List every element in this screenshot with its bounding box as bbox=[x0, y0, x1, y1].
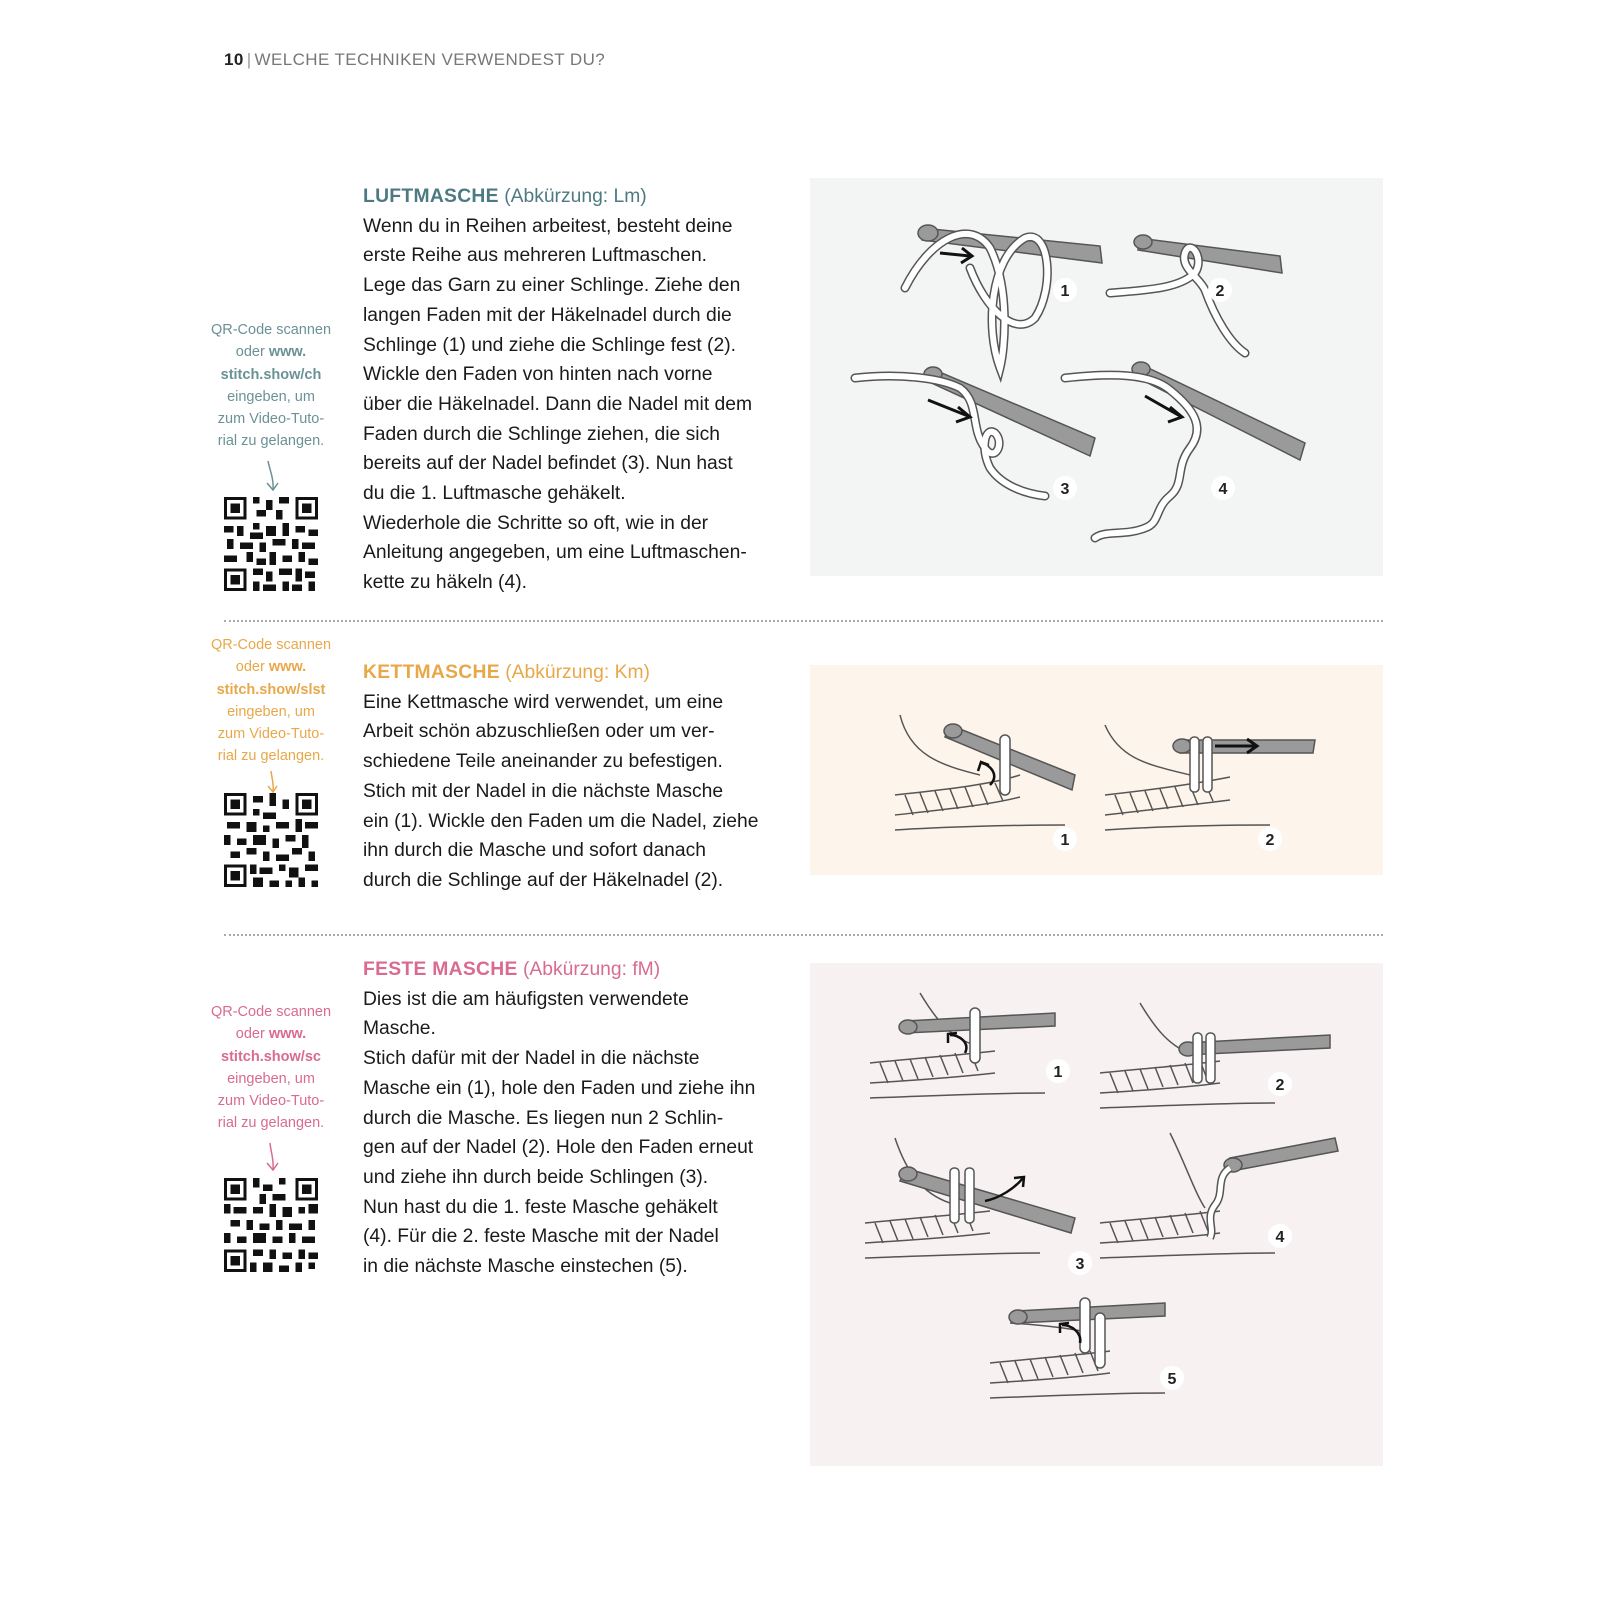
section-abbreviation: (Abkürzung: Lm) bbox=[504, 186, 647, 207]
qr-note-luftmasche bbox=[206, 319, 336, 453]
section-abbreviation: (Abkürzung: Km) bbox=[505, 662, 650, 683]
body-line: bereits auf der Nadel befindet (3). Nun hast bbox=[363, 453, 733, 475]
qr-note-line: rial zu gelangen. bbox=[217, 1115, 325, 1132]
illustration-kettmasche bbox=[810, 665, 1383, 875]
body-line: Dies ist die am häufigsten verwendete bbox=[363, 988, 689, 1010]
step-number: 2 bbox=[1275, 1077, 1285, 1094]
qr-note-kettmasche bbox=[206, 634, 336, 768]
body-line: Wiederhole die Schritte so oft, wie in der bbox=[363, 512, 709, 534]
section-abbreviation: (Abkürzung: fM) bbox=[523, 959, 661, 980]
body-line: Wenn du in Reihen arbeitest, besteht deine bbox=[363, 215, 733, 237]
qr-note-line: eingeben, um bbox=[227, 703, 315, 720]
body-line: Nun hast du die 1. feste Masche gehäkelt bbox=[363, 1196, 718, 1218]
body-line: Schlinge (1) und ziehe die Schlinge fest (2). bbox=[363, 334, 736, 356]
step-number: 4 bbox=[1275, 1229, 1285, 1246]
qr-note-url-part: stitch.show/ch bbox=[220, 366, 322, 383]
qr-code-luftmasche[interactable] bbox=[224, 497, 318, 591]
body-line: Arbeit schön abzuschließen oder um ver- bbox=[363, 721, 715, 743]
page-header bbox=[224, 50, 605, 70]
body-line: Wickle den Faden von hinten nach vorne bbox=[363, 364, 713, 386]
step-number: 5 bbox=[1167, 1371, 1177, 1388]
body-line: Anleitung angegeben, um eine Luftmaschen- bbox=[363, 542, 747, 564]
body-line: Masche ein (1), hole den Faden und ziehe ihn bbox=[363, 1077, 756, 1099]
arrow-down-icon bbox=[262, 769, 284, 795]
qr-note-line bbox=[206, 341, 336, 363]
body-line: langen Faden mit der Häkelnadel durch die bbox=[363, 304, 732, 326]
qr-note-line bbox=[206, 656, 336, 678]
step-number: 1 bbox=[1060, 832, 1070, 849]
qr-note-line bbox=[206, 679, 336, 701]
section-heading bbox=[363, 658, 793, 688]
qr-note-text: oder bbox=[235, 659, 269, 676]
body-line: Eine Kettmasche wird verwendet, um eine bbox=[363, 691, 724, 713]
step-number: 2 bbox=[1215, 283, 1225, 300]
section-title: KETTMASCHE bbox=[363, 662, 500, 683]
qr-note-text: oder bbox=[235, 344, 269, 361]
step-number: 3 bbox=[1075, 1256, 1085, 1273]
step-number: 3 bbox=[1060, 481, 1070, 498]
qr-note-url-part: www. bbox=[268, 1026, 307, 1043]
section-heading bbox=[363, 182, 793, 212]
qr-note-url-part: www. bbox=[268, 344, 307, 361]
section-title: FESTE MASCHE bbox=[363, 959, 518, 980]
body-line: ein (1). Wickle den Faden um die Nadel, ziehe bbox=[363, 810, 759, 832]
body-line: erste Reihe aus mehreren Luftmaschen. bbox=[363, 245, 708, 267]
body-line: über die Häkelnadel. Dann die Nadel mit dem bbox=[363, 393, 753, 415]
step-number: 2 bbox=[1265, 832, 1275, 849]
qr-note-line: QR-Code scannen bbox=[210, 1004, 332, 1020]
page-header-title: WELCHE TECHNIKEN VERWENDEST DU? bbox=[254, 50, 606, 69]
step-number: 1 bbox=[1053, 1064, 1063, 1081]
body-line: durch die Masche. Es liegen nun 2 Schlin- bbox=[363, 1107, 724, 1129]
body-line: schiedene Teile aneinander zu befestigen. bbox=[363, 751, 723, 773]
qr-note-line: rial zu gelangen. bbox=[217, 748, 325, 765]
qr-note-url-part: stitch.show/sc bbox=[221, 1048, 321, 1065]
qr-note-line: zum Video-Tuto- bbox=[217, 1093, 325, 1110]
illustration-luftmasche bbox=[810, 178, 1383, 576]
header-separator: | bbox=[246, 50, 252, 69]
body-line: und ziehe ihn durch beide Schlingen (3). bbox=[363, 1166, 709, 1188]
body-line: Stich dafür mit der Nadel in die nächste bbox=[363, 1048, 700, 1070]
qr-note-url-part: www. bbox=[268, 659, 307, 676]
body-line: Masche. bbox=[363, 1018, 436, 1040]
body-line: durch die Schlinge auf der Häkelnadel (2). bbox=[363, 869, 724, 891]
body-line: gen auf der Nadel (2). Hole den Faden erneut bbox=[363, 1137, 754, 1159]
body-line: (4). Für die 2. feste Masche mit der Nadel bbox=[363, 1226, 719, 1248]
section-heading bbox=[363, 955, 793, 985]
section-divider bbox=[224, 620, 1383, 622]
section-text-kettmasche bbox=[363, 658, 793, 896]
body-line: ihn durch die Masche und sofort danach bbox=[363, 840, 706, 862]
step-number: 1 bbox=[1060, 283, 1070, 300]
body-line: Stich mit der Nadel in die nächste Masche bbox=[363, 780, 724, 802]
page-number: 10 bbox=[224, 50, 244, 69]
body-line: du die 1. Luftmasche gehäkelt. bbox=[363, 483, 626, 505]
arrow-down-icon bbox=[262, 1141, 284, 1173]
qr-code-kettmasche[interactable] bbox=[224, 793, 318, 887]
qr-note-line bbox=[206, 364, 336, 386]
qr-note-line: zum Video-Tuto- bbox=[217, 726, 325, 743]
body-line: Lege das Garn zu einer Schlinge. Ziehe den bbox=[363, 275, 741, 297]
body-line: kette zu häkeln (4). bbox=[363, 572, 527, 594]
illustration-panel bbox=[810, 665, 1383, 875]
qr-note-line: rial zu gelangen. bbox=[217, 433, 325, 450]
qr-code-feste-masche[interactable] bbox=[224, 1178, 318, 1272]
qr-note-line bbox=[206, 1046, 336, 1068]
section-text-feste-masche bbox=[363, 955, 793, 1282]
section-divider bbox=[224, 934, 1383, 936]
qr-note-line: QR-Code scannen bbox=[210, 322, 332, 338]
qr-note-line: zum Video-Tuto- bbox=[217, 411, 325, 428]
section-text-luftmasche bbox=[363, 182, 793, 598]
qr-note-line bbox=[206, 1023, 336, 1045]
body-line: in die nächste Masche einstechen (5). bbox=[363, 1256, 688, 1278]
qr-note-line: eingeben, um bbox=[227, 1070, 315, 1087]
step-number: 4 bbox=[1218, 481, 1228, 498]
qr-note-feste-masche bbox=[206, 1001, 336, 1135]
arrow-down-icon bbox=[262, 459, 284, 493]
qr-note-line: eingeben, um bbox=[227, 388, 315, 405]
qr-note-line: QR-Code scannen bbox=[210, 637, 332, 653]
illustration-feste-masche bbox=[810, 963, 1383, 1466]
section-title: LUFTMASCHE bbox=[363, 186, 499, 207]
qr-note-text: oder bbox=[235, 1026, 269, 1043]
body-line: Faden durch die Schlinge ziehen, die sich bbox=[363, 423, 720, 445]
qr-note-url-part: stitch.show/slst bbox=[216, 681, 326, 698]
